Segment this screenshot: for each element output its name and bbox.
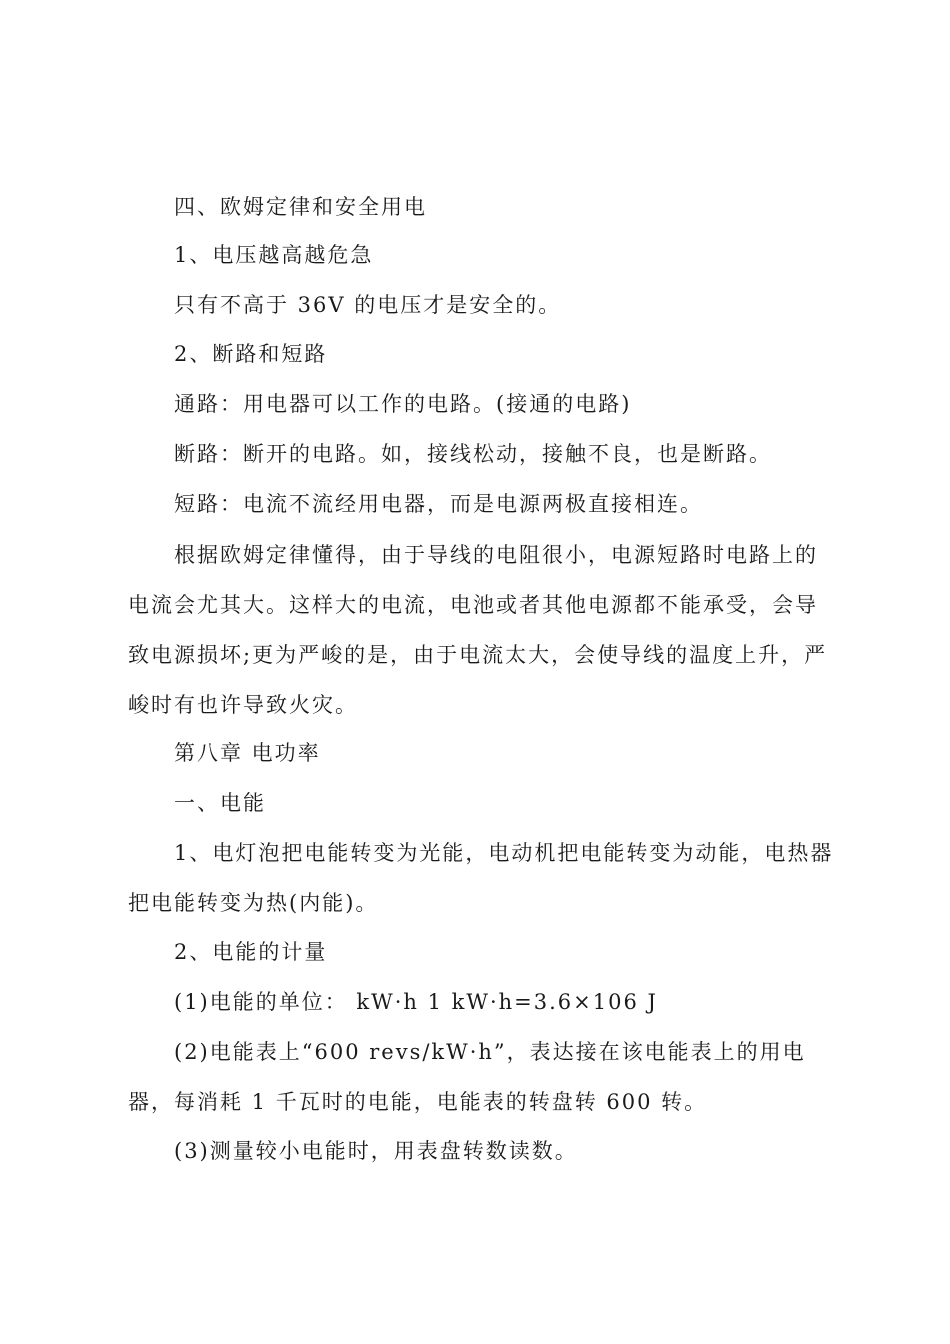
energy-item-2-heading: 2、电能的计量 bbox=[174, 940, 328, 964]
energy-item-1: 1、电灯泡把电能转变为光能，电动机把电能转变为动能，电热器把电能转变为热(内能)。 bbox=[128, 841, 834, 915]
section-4-heading: 四、欧姆定律和安全用电 bbox=[174, 195, 427, 219]
energy-unit: (1)电能的单位： kW·h 1 kW·h=3.6×106 J bbox=[174, 990, 658, 1014]
item-1-heading: 1、电压越高越危急 bbox=[174, 243, 374, 267]
item-1-text: 只有不高于 36V 的电压才是安全的。 bbox=[174, 293, 562, 317]
short-circuit-definition: 短路：电流不流经用电器，而是电源两极直接相连。 bbox=[174, 492, 703, 516]
path-definition: 通路：用电器可以工作的电路。(接通的电路) bbox=[174, 392, 632, 416]
short-circuit-explanation: 根据欧姆定律懂得，由于导线的电阻很小，电源短路时电路上的电流会尤其大。这样大的电流，电池或者其他电源都不能承受，会导致电源损坏;更为严峻的是，由于电流太大，会使导线的温度上升，严峻时有也许导致火灾。 bbox=[128, 543, 828, 717]
meter-revs-explanation: (2)电能表上“600 revs/kW·h”，表达接在该电能表上的用电器，每消耗 1 千瓦时的电能，电能表的转盘转 600 转。 bbox=[128, 1040, 806, 1114]
chapter-8-heading: 第八章 电功率 bbox=[174, 741, 321, 765]
meter-small-reading: (3)测量较小电能时，用表盘转数读数。 bbox=[174, 1139, 578, 1163]
open-circuit-definition: 断路：断开的电路。如，接线松动，接触不良，也是断路。 bbox=[174, 442, 772, 466]
energy-heading: 一、电能 bbox=[174, 791, 266, 815]
item-2-heading: 2、断路和短路 bbox=[174, 342, 328, 366]
